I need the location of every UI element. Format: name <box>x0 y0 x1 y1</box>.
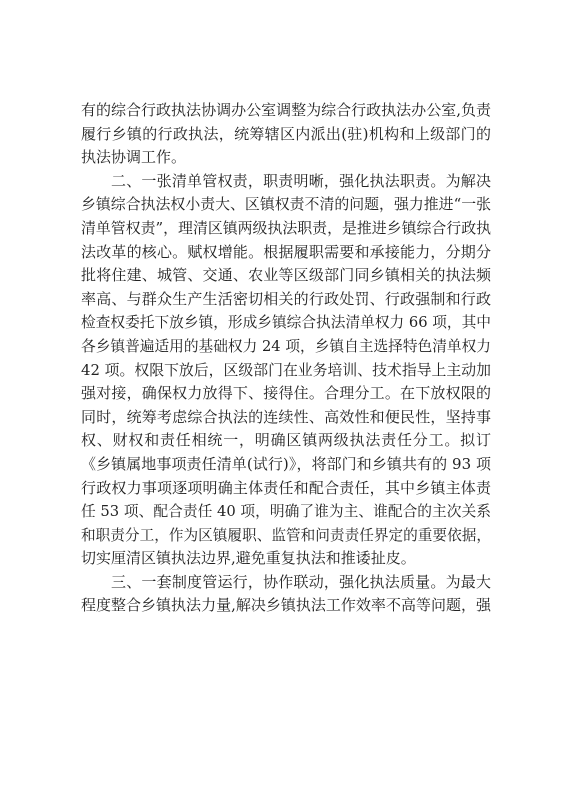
text-line: 二、一张清单管权责，职责明晰，强化执法职责。为解决 <box>111 171 491 190</box>
text-line: 42 项。权限下放后，区级部门在业务培训、技术指导上主动加 <box>81 360 491 379</box>
text-line: 清单管权责”，理清区镇两级执法职责，是推进乡镇综合行政执 <box>81 218 491 237</box>
text-line: 检查权委托下放乡镇，形成乡镇综合执法清单权力 66 项，其中 <box>81 314 491 332</box>
text-line: 执法协调工作。 <box>81 148 187 167</box>
text-line: 批将住建、城管、交通、农业等区级部门同乡镇相关的执法频 <box>81 266 491 285</box>
body-text <box>81 99 491 618</box>
text-line: 程度整合乡镇执法力量,解决乡镇执法工作效率不高等问题，强 <box>81 596 491 615</box>
text-line: 乡镇综合执法权小责大、区镇权责不清的问题，强力推进“一张 <box>81 195 491 214</box>
text-line: 三、一套制度管运行，协作联动，强化执法质量。为最大 <box>111 572 491 591</box>
text-line: 同时，统筹考虑综合执法的连续性、高效性和便民性，坚持事 <box>81 407 491 426</box>
text-line: 行政权力事项逐项明确主体责任和配合责任，其中乡镇主体责 <box>81 478 491 497</box>
text-line: 和职责分工，作为区镇履职、监管和问责责任界定的重要依据， <box>81 526 491 544</box>
text-line: 各乡镇普遍适用的基础权力 24 项，乡镇自主选择特色清单权力 <box>81 337 491 355</box>
text-line: 任 53 项、配合责任 40 项，明确了谁为主、谁配合的主次关系 <box>81 503 491 521</box>
text-line: 强对接，确保权力放得下、接得住。合理分工。在下放权限的 <box>81 384 491 403</box>
text-line: 法改革的核心。赋权增能。根据履职需要和承接能力，分期分 <box>81 242 491 261</box>
text-line: 权、财权和责任相统一，明确区镇两级执法责任分工。拟订 <box>81 431 491 450</box>
text-line: 有的综合行政执法协调办公室调整为综合行政执法办公室,负责 <box>81 101 491 119</box>
text-line: 率高、与群众生产生活密切相关的行政处罚、行政强制和行政 <box>81 289 491 308</box>
text-line: 履行乡镇的行政执法，统筹辖区内派出(驻)机构和上级部门的 <box>81 124 491 143</box>
text-line: 《乡镇属地事项责任清单(试行)》，将部门和乡镇共有的 93 项 <box>81 454 491 473</box>
text-line: 切实厘清区镇执法边界,避免重复执法和推诿扯皮。 <box>81 549 416 568</box>
